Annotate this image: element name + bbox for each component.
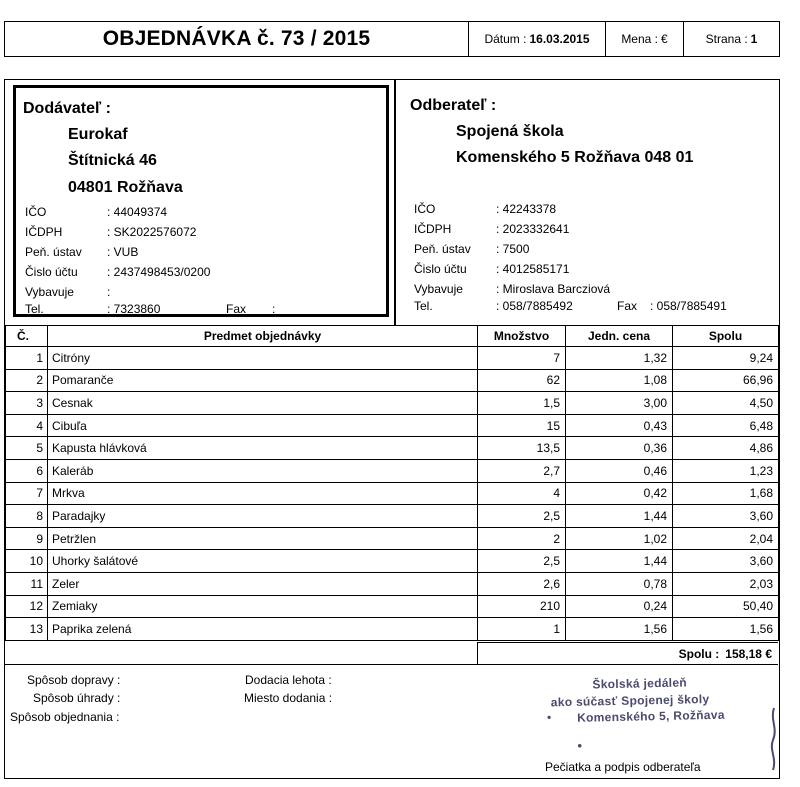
customer-name: Spojená škola [456, 123, 564, 140]
row-unit-price: 3,00 [566, 392, 673, 415]
row-item: Paprika zelená [48, 618, 478, 641]
document-header [4, 21, 780, 57]
row-item: Citróny [48, 347, 478, 370]
row-quantity: 1 [478, 618, 566, 641]
row-unit-price: 0,46 [566, 459, 673, 482]
row-quantity: 2,5 [478, 505, 566, 528]
table-row [6, 437, 779, 460]
row-unit-price: 1,56 [566, 618, 673, 641]
supplier-name: Eurokaf [68, 126, 128, 143]
total-label: Spolu : [678, 647, 720, 661]
supplier-heading: Dodávateľ : [23, 100, 111, 117]
signature-mark [767, 706, 781, 774]
row-quantity: 2 [478, 527, 566, 550]
footer-divider [5, 664, 778, 665]
table-row [6, 482, 779, 505]
customer-contact: Vybavuje : Miroslava Barcziová [414, 282, 611, 296]
supplier-ico: IČO : 44049374 [25, 205, 168, 219]
row-quantity: 2,5 [478, 550, 566, 573]
items-table [5, 325, 779, 641]
table-row [6, 595, 779, 618]
row-quantity: 7 [478, 347, 566, 370]
table-row [6, 369, 779, 392]
row-unit-price: 1,44 [566, 550, 673, 573]
row-quantity: 2,6 [478, 572, 566, 595]
row-item: Mrkva [48, 482, 478, 505]
row-item: Kaleráb [48, 459, 478, 482]
signature-label: Pečiatka a podpis odberateľa [545, 760, 701, 774]
row-quantity: 2,7 [478, 459, 566, 482]
customer-icdph: IČDPH : 2023332641 [414, 222, 570, 236]
row-total: 1,68 [673, 482, 779, 505]
page-label: Strana : [705, 32, 748, 46]
table-header-row [6, 326, 779, 347]
table-row [6, 414, 779, 437]
column-header-total: Spolu [673, 326, 779, 347]
supplier-bank: Peň. ústav : VUB [25, 245, 139, 259]
stamp-line-3: Komenského 5, Rožňava [576, 707, 725, 725]
supplier-fax: Fax : [226, 302, 276, 316]
row-quantity: 15 [478, 414, 566, 437]
supplier-contact: Vybavuje : [25, 285, 111, 299]
customer-address: Komenského 5 Rožňava 048 01 [456, 149, 694, 166]
row-total: 4,50 [673, 392, 779, 415]
column-header-number: Č. [6, 326, 48, 347]
row-item: Uhorky šalátové [48, 550, 478, 573]
row-quantity: 13,5 [478, 437, 566, 460]
row-number: 1 [6, 347, 48, 370]
row-item: Cibuľa [48, 414, 478, 437]
row-quantity: 4 [478, 482, 566, 505]
delivery-place-label: Miesto dodania : [244, 691, 333, 705]
order-total [477, 642, 778, 665]
column-header-item: Predmet objednávky [48, 326, 478, 347]
table-row [6, 505, 779, 528]
row-unit-price: 1,08 [566, 369, 673, 392]
table-row [6, 347, 779, 370]
row-unit-price: 1,02 [566, 527, 673, 550]
order-form [4, 79, 780, 779]
customer-heading: Odberateľ : [410, 97, 497, 114]
supplier-account: Čislo účtu : 2437498453/0200 [25, 265, 211, 279]
section-divider [394, 80, 396, 325]
row-item: Zeler [48, 572, 478, 595]
row-item: Cesnak [48, 392, 478, 415]
row-number: 6 [6, 459, 48, 482]
row-total: 50,40 [673, 595, 779, 618]
row-total: 1,56 [673, 618, 779, 641]
row-number: 8 [6, 505, 48, 528]
delivery-time-label: Dodacia lehota : [245, 673, 332, 687]
date-value: 16.03.2015 [529, 32, 590, 46]
payment-label: Spôsob úhrady : [33, 691, 121, 705]
stamp-ink-marks [546, 674, 779, 749]
customer-account: Čislo účtu : 4012585171 [414, 262, 570, 276]
row-unit-price: 1,32 [566, 347, 673, 370]
row-number: 5 [6, 437, 48, 460]
row-number: 12 [6, 595, 48, 618]
row-number: 2 [6, 369, 48, 392]
date-field [469, 22, 606, 56]
stamp-line-1: Školská jedáleň [592, 675, 688, 692]
row-unit-price: 0,43 [566, 414, 673, 437]
row-total: 3,60 [673, 550, 779, 573]
row-total: 3,60 [673, 505, 779, 528]
row-total: 1,23 [673, 459, 779, 482]
supplier-icdph: IČDPH : SK2022576072 [25, 225, 197, 239]
row-item: Zemiaky [48, 595, 478, 618]
transport-label: Spôsob dopravy : [27, 673, 121, 687]
row-total: 66,96 [673, 369, 779, 392]
currency-field [606, 22, 684, 56]
row-item: Pomaranče [48, 369, 478, 392]
table-row [6, 618, 779, 641]
supplier-box [13, 85, 389, 317]
currency-label: Mena : [621, 32, 658, 46]
row-number: 13 [6, 618, 48, 641]
supplier-phone: Tel. : 7323860 [25, 302, 161, 316]
school-stamp [546, 674, 779, 749]
row-total: 2,03 [673, 572, 779, 595]
total-value: 158,18 € [725, 647, 772, 661]
page-value: 1 [750, 32, 758, 46]
row-quantity: 1,5 [478, 392, 566, 415]
column-header-unit-price: Jedn. cena [566, 326, 673, 347]
row-total: 4,86 [673, 437, 779, 460]
row-number: 11 [6, 572, 48, 595]
row-number: 3 [6, 392, 48, 415]
table-row [6, 527, 779, 550]
stamp-line-2: ako súčasť Spojenej školy [550, 692, 710, 710]
row-quantity: 62 [478, 369, 566, 392]
row-number: 9 [6, 527, 48, 550]
order-method-label: Spôsob objednania : [10, 710, 120, 724]
date-label: Dátum : [484, 32, 527, 46]
row-item: Paradajky [48, 505, 478, 528]
table-row [6, 572, 779, 595]
row-number: 7 [6, 482, 48, 505]
row-unit-price: 0,78 [566, 572, 673, 595]
row-item: Kapusta hlávková [48, 437, 478, 460]
row-quantity: 210 [478, 595, 566, 618]
supplier-street: Štítnická 46 [68, 152, 157, 169]
table-row [6, 459, 779, 482]
row-unit-price: 0,42 [566, 482, 673, 505]
row-item: Petržlen [48, 527, 478, 550]
supplier-city: 04801 Rožňava [68, 179, 183, 196]
currency-value: € [661, 32, 668, 46]
table-row [6, 392, 779, 415]
row-total: 6,48 [673, 414, 779, 437]
row-number: 10 [6, 550, 48, 573]
row-unit-price: 0,36 [566, 437, 673, 460]
page-field [684, 22, 779, 56]
row-total: 2,04 [673, 527, 779, 550]
row-number: 4 [6, 414, 48, 437]
row-total: 9,24 [673, 347, 779, 370]
document-title: OBJEDNÁVKA č. 73 / 2015 [5, 22, 469, 56]
customer-phone: Tel. : 058/7885492 [414, 299, 573, 313]
customer-ico: IČO : 42243378 [414, 202, 557, 216]
customer-box [399, 85, 775, 317]
customer-fax: Fax : 058/7885491 [617, 299, 727, 313]
table-row [6, 550, 779, 573]
column-header-quantity: Množstvo [478, 326, 566, 347]
row-unit-price: 0,24 [566, 595, 673, 618]
row-unit-price: 1,44 [566, 505, 673, 528]
customer-bank: Peň. ústav : 7500 [414, 242, 530, 256]
